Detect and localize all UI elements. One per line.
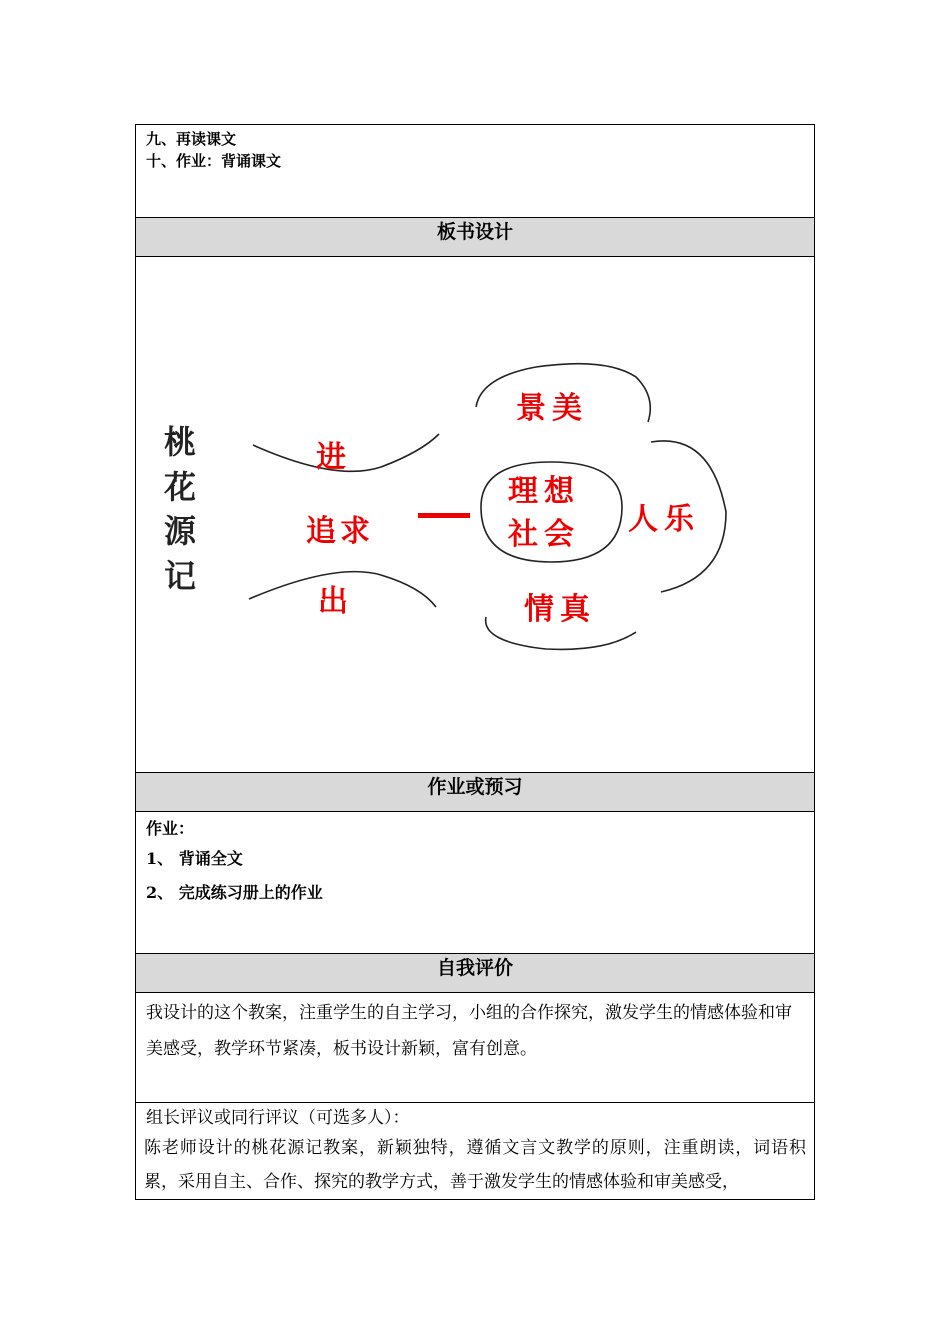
word-exit: 出 [318,584,348,619]
title-char-4: 记 [164,557,197,595]
step-item-10: 十、作业：背诵课文 [146,152,282,170]
step-item-9: 九、再读课文 [146,130,237,148]
lesson-plan-table [135,124,815,1200]
word-pursue: 追求 [306,514,374,549]
homework-item-1: 1、 背诵全文 [146,849,243,868]
board-design-cell [136,257,814,773]
homework-item-2: 2、 完成练习册上的作业 [146,883,323,902]
title-char-3: 源 [164,512,197,550]
board-design-header: 板书设计 [136,218,814,257]
title-char-1: 桃 [164,423,197,461]
petal-right: 人乐 [628,502,700,537]
petal-bottom: 情真 [524,592,596,627]
title-char-2: 花 [164,468,197,506]
center-line-2: 社会 [508,517,580,552]
word-enter: 进 [316,440,346,475]
self-eval-header: 自我评价 [136,954,814,993]
self-eval-text: 我设计的这个教案，注重学生的自主学习，小组的合作探究，激发学生的情感体验和审美感受，教学环节紧凑，板书设计新颖，富有创意。 [146,1003,792,1059]
top-curve [253,434,439,471]
peer-eval-label: 组长评议或同行评议（可选多人）： [146,1108,410,1128]
peer-eval-cell [136,1103,814,1199]
homework-label: 作业： [146,819,195,838]
homework-header: 作业或预习 [136,773,814,812]
board-diagram [136,257,814,771]
petal-top: 景美 [516,391,588,426]
center-line-1: 理想 [508,474,580,509]
dash-mark [418,513,470,518]
steps-cell [136,125,814,218]
peer-eval-text: 陈老师设计的桃花源记教案，新颖独特，遵循文言文教学的原则，注重朗读，词语积累，采用自主、合作、探究的教学方式，善于激发学生的情感体验和审美感受， [144,1138,806,1192]
self-eval-cell [136,993,814,1103]
homework-cell [136,812,814,954]
